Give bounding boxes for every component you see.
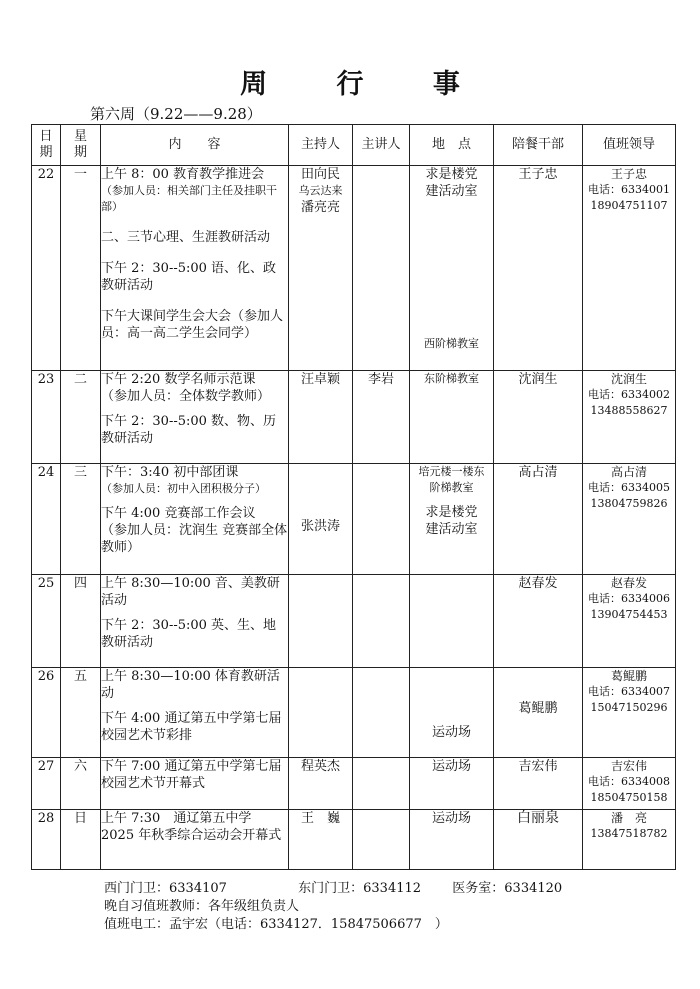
row-host: 程英杰 — [289, 758, 353, 810]
week-label: 第六周（9.22——9.28） — [90, 105, 262, 123]
leader-tel: 电话：6334007 — [588, 685, 670, 698]
leader-tel: 电话：6334008 — [588, 775, 670, 788]
row-content — [101, 371, 289, 464]
row-host — [289, 464, 353, 575]
row-weekday: 一 — [61, 166, 101, 371]
row-leader — [583, 166, 676, 371]
row-place — [410, 668, 494, 758]
row-speaker — [353, 668, 410, 758]
row-weekday: 四 — [61, 575, 101, 668]
east-gate-phone: 东门门卫：6334112 — [298, 881, 422, 896]
row-speaker — [353, 810, 410, 870]
row-speaker — [353, 758, 410, 810]
row-date: 23 — [32, 371, 61, 464]
row-cadre: 沈润生 — [494, 371, 583, 464]
row-leader — [583, 464, 676, 575]
row-leader — [583, 758, 676, 810]
leader-mobile: 13904754453 — [590, 608, 668, 621]
row-leader — [583, 371, 676, 464]
row-speaker — [353, 575, 410, 668]
row-place — [410, 575, 494, 668]
row-speaker — [353, 464, 410, 575]
row-date: 24 — [32, 464, 61, 575]
place-text: 西阶梯教室 — [424, 337, 479, 350]
host-name: 田向民 — [300, 167, 340, 182]
content-line: 上午 8：00 教育教学推进会 — [101, 167, 265, 182]
row-date: 28 — [32, 810, 61, 870]
row-host: 王 巍 — [289, 810, 353, 870]
header-speaker: 主讲人 — [353, 125, 410, 166]
row-host: 汪卓颖 — [289, 371, 353, 464]
content-line: （参加人员：初中入团积极分子） — [101, 482, 266, 495]
row-place: 东阶梯教室 — [410, 371, 494, 464]
row-date: 26 — [32, 668, 61, 758]
leader-mobile: 13488558627 — [590, 404, 668, 417]
cadre-name: 葛鲲鹏 — [518, 701, 558, 716]
leader-name: 高占清 — [610, 465, 647, 479]
leader-tel: 电话：6334006 — [588, 592, 670, 605]
row-speaker: 李岩 — [353, 371, 410, 464]
row-leader — [583, 575, 676, 668]
leader-tel: 电话：6334002 — [588, 388, 670, 401]
table-row — [32, 464, 676, 575]
leader-name: 葛鲲鹏 — [610, 669, 647, 683]
header-date: 日期 — [32, 125, 61, 166]
content-line: 上午 8:30—10:00 体育教研活动 — [101, 669, 280, 701]
content-line: 下午大课间学生会大会（参加人员：高一高二学生会同学） — [101, 309, 284, 341]
row-date: 27 — [32, 758, 61, 810]
leader-name: 王子忠 — [610, 167, 647, 181]
row-content — [101, 464, 289, 575]
row-content — [101, 575, 289, 668]
content-line: 二、三节心理、生涯教研活动 — [101, 230, 271, 245]
row-weekday: 六 — [61, 758, 101, 810]
header-host: 主持人 — [289, 125, 353, 166]
row-host — [289, 668, 353, 758]
row-cadre — [494, 668, 583, 758]
row-date: 25 — [32, 575, 61, 668]
page-title: 周 行 事 — [240, 69, 490, 100]
table-row — [32, 166, 676, 371]
content-line: 下午 2:20 数学名师示范课 — [101, 372, 256, 387]
host-name: 张洪涛 — [300, 518, 340, 534]
table-row — [32, 668, 676, 758]
place-text: 培元楼一楼东阶梯教室 — [418, 465, 485, 494]
leader-name: 沈润生 — [610, 372, 647, 386]
row-speaker — [353, 166, 410, 371]
leader-tel: 电话：6334001 — [588, 183, 670, 196]
leader-name: 吉宏伟 — [610, 759, 647, 773]
row-content: 上午 7:30 通辽第五中学 2025 年秋季综合运动会开幕式 — [101, 810, 289, 870]
header-content: 内 容 — [101, 125, 289, 166]
row-host — [289, 166, 353, 371]
place-text: 运动场 — [431, 725, 471, 740]
header-row — [32, 125, 676, 166]
footer-line-1 — [104, 880, 562, 897]
header-place: 地 点 — [410, 125, 494, 166]
content-line: （参加人员：相关部门主任及挂职干部） — [101, 184, 277, 213]
row-place — [410, 464, 494, 575]
content-line: （参加人员：沈润生 竞赛部全体教师） — [101, 523, 288, 555]
leader-name: 赵春发 — [610, 576, 647, 590]
content-line: 下午 2：30--5:00 英、生、地教研活动 — [101, 618, 277, 650]
row-weekday: 二 — [61, 371, 101, 464]
table-row — [32, 810, 676, 870]
row-host — [289, 575, 353, 668]
content-line: 上午 8:30—10:00 音、美教研活动 — [101, 576, 280, 608]
row-leader — [583, 668, 676, 758]
table-row — [32, 371, 676, 464]
leader-tel: 电话：6334005 — [588, 481, 670, 494]
header-cadre: 陪餐干部 — [494, 125, 583, 166]
leader-mobile: 13804759826 — [590, 497, 668, 510]
content-line: 下午 4:00 通辽第五中学第七届校园艺术节彩排 — [101, 711, 282, 743]
leader-mobile: 15047150296 — [590, 701, 668, 714]
row-cadre: 吉宏伟 — [494, 758, 583, 810]
content-line: 下午 2：30--5:00 语、化、政教研活动 — [101, 261, 277, 293]
row-content — [101, 668, 289, 758]
row-weekday: 日 — [61, 810, 101, 870]
leader-mobile: 13847518782 — [590, 827, 668, 840]
header-weekday: 星期 — [61, 125, 101, 166]
content-line: 下午 4:00 竞赛部工作会议 — [101, 506, 256, 521]
row-place — [410, 166, 494, 371]
row-date: 22 — [32, 166, 61, 371]
schedule-table — [31, 124, 676, 870]
row-content: 下午 7:00 通辽第五中学第七届校园艺术节开幕式 — [101, 758, 289, 810]
leader-name: 潘 亮 — [610, 811, 647, 825]
content-line: （参加人员：全体数学教师） — [101, 389, 271, 404]
host-name: 乌云达来 — [298, 184, 343, 197]
footer-line-3: 值班电工：孟宇宏（电话：6334127．15847506677 ） — [104, 917, 448, 932]
row-place: 运动场 — [410, 810, 494, 870]
west-gate-phone: 西门门卫：6334107 — [104, 881, 227, 896]
row-cadre: 赵春发 — [494, 575, 583, 668]
clinic-phone: 医务室：6334120 — [452, 881, 563, 896]
row-content — [101, 166, 289, 371]
row-cadre: 白丽泉 — [494, 810, 583, 870]
leader-mobile: 18504750158 — [590, 791, 668, 804]
table-row — [32, 758, 676, 810]
table-row — [32, 575, 676, 668]
row-weekday: 三 — [61, 464, 101, 575]
footer-line-2: 晚自习值班教师：各年级组负责人 — [104, 899, 300, 914]
row-place: 运动场 — [410, 758, 494, 810]
place-text: 求是楼党建活动室 — [425, 167, 478, 199]
leader-mobile: 18904751107 — [590, 199, 668, 212]
row-leader — [583, 810, 676, 870]
host-name: 潘亮亮 — [300, 200, 340, 215]
row-cadre: 王子忠 — [494, 166, 583, 371]
row-weekday: 五 — [61, 668, 101, 758]
row-cadre: 高占清 — [494, 464, 583, 575]
header-leader: 值班领导 — [583, 125, 676, 166]
content-line: 下午：3:40 初中部团课 — [101, 465, 239, 480]
content-line: 下午 2：30--5:00 数、物、历教研活动 — [101, 414, 277, 446]
place-text: 求是楼党建活动室 — [425, 505, 478, 537]
